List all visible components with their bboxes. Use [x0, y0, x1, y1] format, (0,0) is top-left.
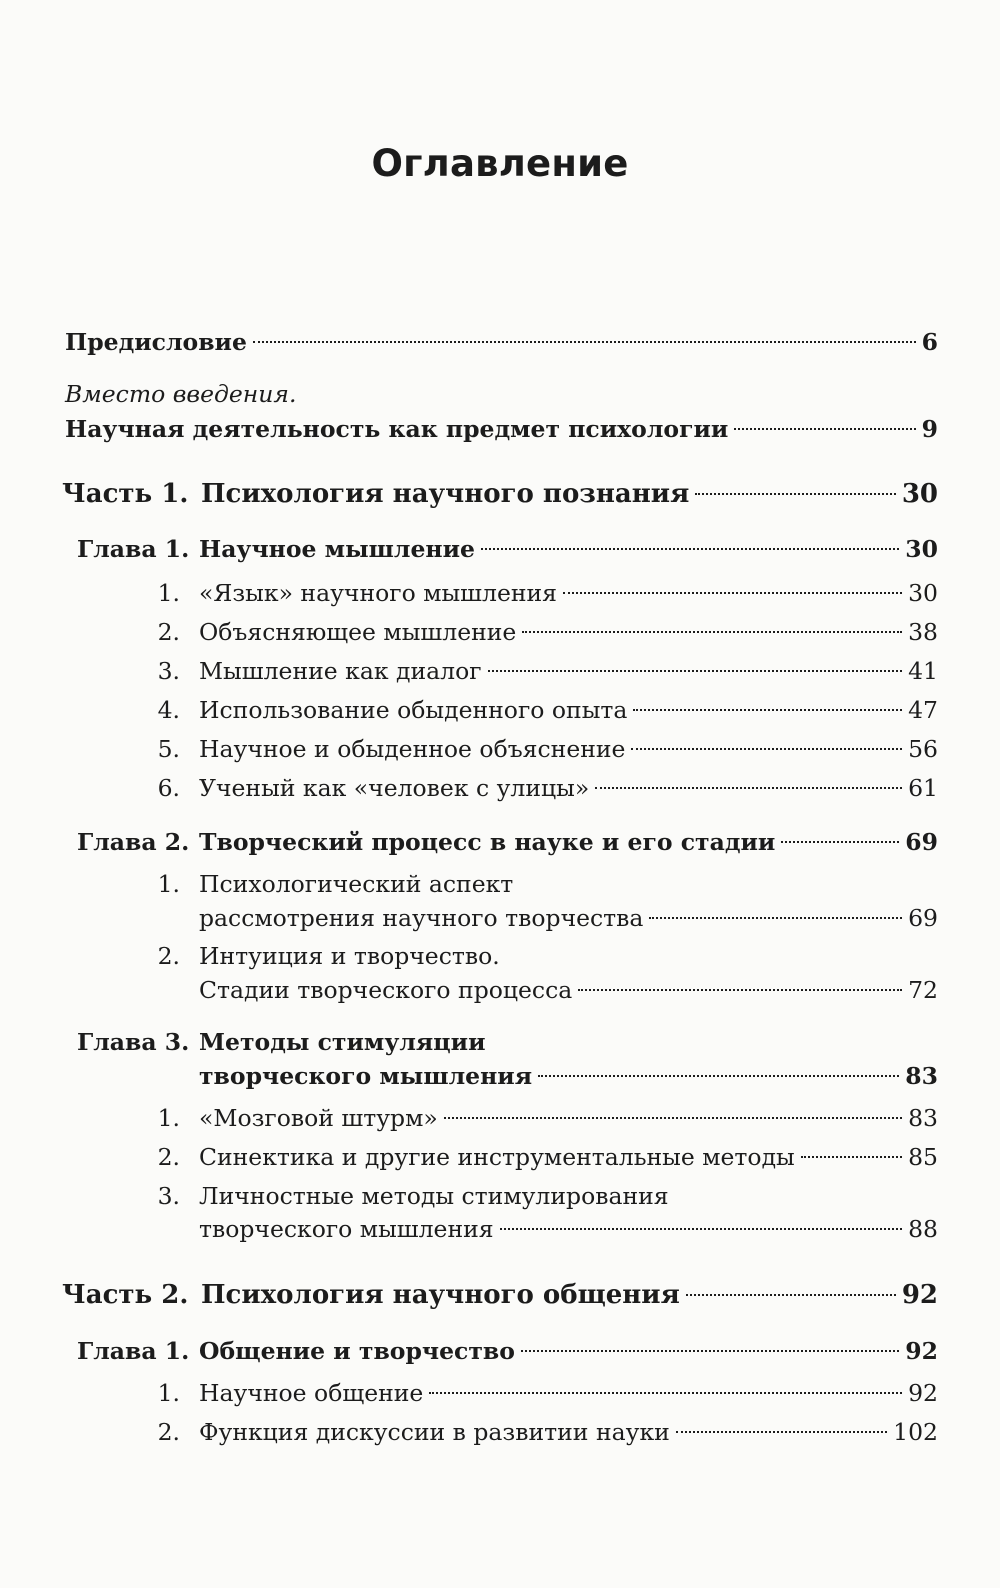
dot-leader: [781, 841, 899, 843]
part-title: Психология научного общения: [201, 1280, 680, 1310]
dot-leader: [563, 592, 902, 594]
section-page: 69: [908, 904, 938, 932]
section-number: 3.: [157, 1182, 180, 1210]
section-page: 85: [908, 1143, 938, 1171]
toc-section[interactable]: [0, 1100, 1000, 1136]
dot-leader: [481, 548, 899, 550]
dot-leader: [253, 341, 916, 343]
chapter-label: Глава 1.: [77, 1337, 190, 1365]
part-label: Часть 1.: [62, 479, 189, 509]
toc-section-cont[interactable]: [0, 900, 1000, 936]
section-number: 3.: [157, 657, 180, 685]
toc-section[interactable]: [0, 938, 1000, 974]
section-title-line2: Стадии творческого процесса: [199, 976, 573, 1004]
section-page: 56: [908, 735, 938, 763]
dot-leader: [578, 989, 902, 991]
section-number: 2.: [157, 1418, 180, 1446]
chapter-label: Глава 1.: [77, 535, 190, 563]
section-title: Синектика и другие инструментальные методы: [199, 1143, 795, 1171]
dot-leader: [522, 631, 902, 633]
section-title: Объясняющее мышление: [199, 618, 517, 646]
toc-section[interactable]: [0, 1178, 1000, 1214]
entry-page: 9: [921, 415, 938, 443]
section-title: Научное общение: [199, 1379, 424, 1407]
dot-leader: [538, 1075, 899, 1077]
section-title: Использование обыденного опыта: [199, 696, 628, 724]
section-number: 1.: [157, 579, 180, 607]
part-page: 92: [901, 1280, 938, 1310]
dot-leader: [488, 670, 903, 672]
toc-section[interactable]: [0, 866, 1000, 902]
toc-section[interactable]: [0, 1375, 1000, 1411]
section-page: 61: [908, 774, 938, 802]
toc-section[interactable]: [0, 692, 1000, 728]
toc-intro-heading: [0, 376, 1000, 412]
section-title-line2: творческого мышления: [199, 1215, 494, 1243]
toc-section[interactable]: [0, 575, 1000, 611]
section-page: 41: [908, 657, 938, 685]
section-number: 1.: [157, 1104, 180, 1132]
dot-leader: [676, 1431, 887, 1433]
chapter-page: 69: [905, 828, 938, 856]
toc-section[interactable]: [0, 1414, 1000, 1450]
chapter-title: Научное мышление: [199, 535, 476, 563]
section-title-line1: Личностные методы стимулирования: [199, 1182, 669, 1210]
section-title: Ученый как «человек с улицы»: [199, 774, 590, 802]
dot-leader: [686, 1294, 896, 1296]
dot-leader: [521, 1350, 899, 1352]
section-page: 88: [908, 1215, 938, 1243]
part-label: Часть 2.: [62, 1280, 189, 1310]
section-number: 2.: [157, 1143, 180, 1171]
toc-part-1[interactable]: [0, 476, 1000, 512]
chapter-page: 83: [905, 1062, 938, 1090]
chapter-title-line1: Методы стимуляции: [199, 1028, 486, 1056]
toc-entry-intro[interactable]: [0, 411, 1000, 447]
section-title: «Язык» научного мышления: [199, 579, 558, 607]
dot-leader: [429, 1392, 902, 1394]
dot-leader: [500, 1228, 902, 1230]
dot-leader: [801, 1156, 902, 1158]
section-number: 4.: [157, 696, 180, 724]
section-page: 38: [908, 618, 938, 646]
dot-leader: [444, 1117, 902, 1119]
toc-section[interactable]: [0, 770, 1000, 806]
toc-section[interactable]: [0, 653, 1000, 689]
toc-section-cont[interactable]: [0, 972, 1000, 1008]
section-page: 83: [908, 1104, 938, 1132]
toc-chapter-1-1[interactable]: [0, 531, 1000, 567]
section-number: 1.: [157, 1379, 180, 1407]
part-title: Психология научного познания: [201, 479, 690, 509]
chapter-page: 30: [905, 535, 938, 563]
section-title-line1: Психологический аспект: [199, 870, 514, 898]
section-number: 2.: [157, 942, 180, 970]
section-number: 5.: [157, 735, 180, 763]
toc-chapter-2-1[interactable]: [0, 1333, 1000, 1369]
chapter-title: Творческий процесс в науке и его стадии: [199, 828, 776, 856]
intro-heading-text: Вместо введения.: [65, 380, 297, 408]
chapter-title: Общение и творчество: [199, 1337, 515, 1365]
section-title: Научное и обыденное объяснение: [199, 735, 626, 763]
entry-title: Предисловие: [65, 328, 247, 356]
toc-chapter-1-3-cont[interactable]: [0, 1058, 1000, 1094]
section-page: 72: [908, 976, 938, 1004]
toc-chapter-1-2[interactable]: [0, 824, 1000, 860]
section-title: Мышление как диалог: [199, 657, 482, 685]
section-title: Функция дискуссии в развитии науки: [199, 1418, 670, 1446]
entry-page: 6: [921, 328, 938, 356]
section-page: 47: [908, 696, 938, 724]
part-page: 30: [901, 479, 938, 509]
toc-part-2[interactable]: [0, 1277, 1000, 1313]
toc-section-cont[interactable]: [0, 1211, 1000, 1247]
section-number: 1.: [157, 870, 180, 898]
toc-chapter-1-3[interactable]: [0, 1024, 1000, 1060]
toc-section[interactable]: [0, 1139, 1000, 1175]
section-page: 102: [893, 1418, 938, 1446]
page-title: Оглавление: [371, 142, 629, 185]
toc-entry-preface[interactable]: [0, 324, 1000, 360]
dot-leader: [695, 493, 896, 495]
dot-leader: [734, 428, 915, 430]
section-title-line2: рассмотрения научного творчества: [199, 904, 644, 932]
section-page: 30: [908, 579, 938, 607]
chapter-page: 92: [905, 1337, 938, 1365]
toc-section[interactable]: [0, 731, 1000, 767]
chapter-label: Глава 2.: [77, 828, 190, 856]
entry-title: Научная деятельность как предмет психологии: [65, 415, 729, 443]
section-page: 92: [908, 1379, 938, 1407]
dot-leader: [649, 917, 902, 919]
section-title: «Мозговой штурм»: [199, 1104, 438, 1132]
section-title-line1: Интуиция и творчество.: [199, 942, 500, 970]
chapter-title-line2: творческого мышления: [199, 1062, 533, 1090]
dot-leader: [595, 787, 902, 789]
section-number: 2.: [157, 618, 180, 646]
dot-leader: [633, 709, 902, 711]
chapter-label: Глава 3.: [77, 1028, 190, 1056]
toc-section[interactable]: [0, 614, 1000, 650]
section-number: 6.: [157, 774, 180, 802]
dot-leader: [631, 748, 902, 750]
